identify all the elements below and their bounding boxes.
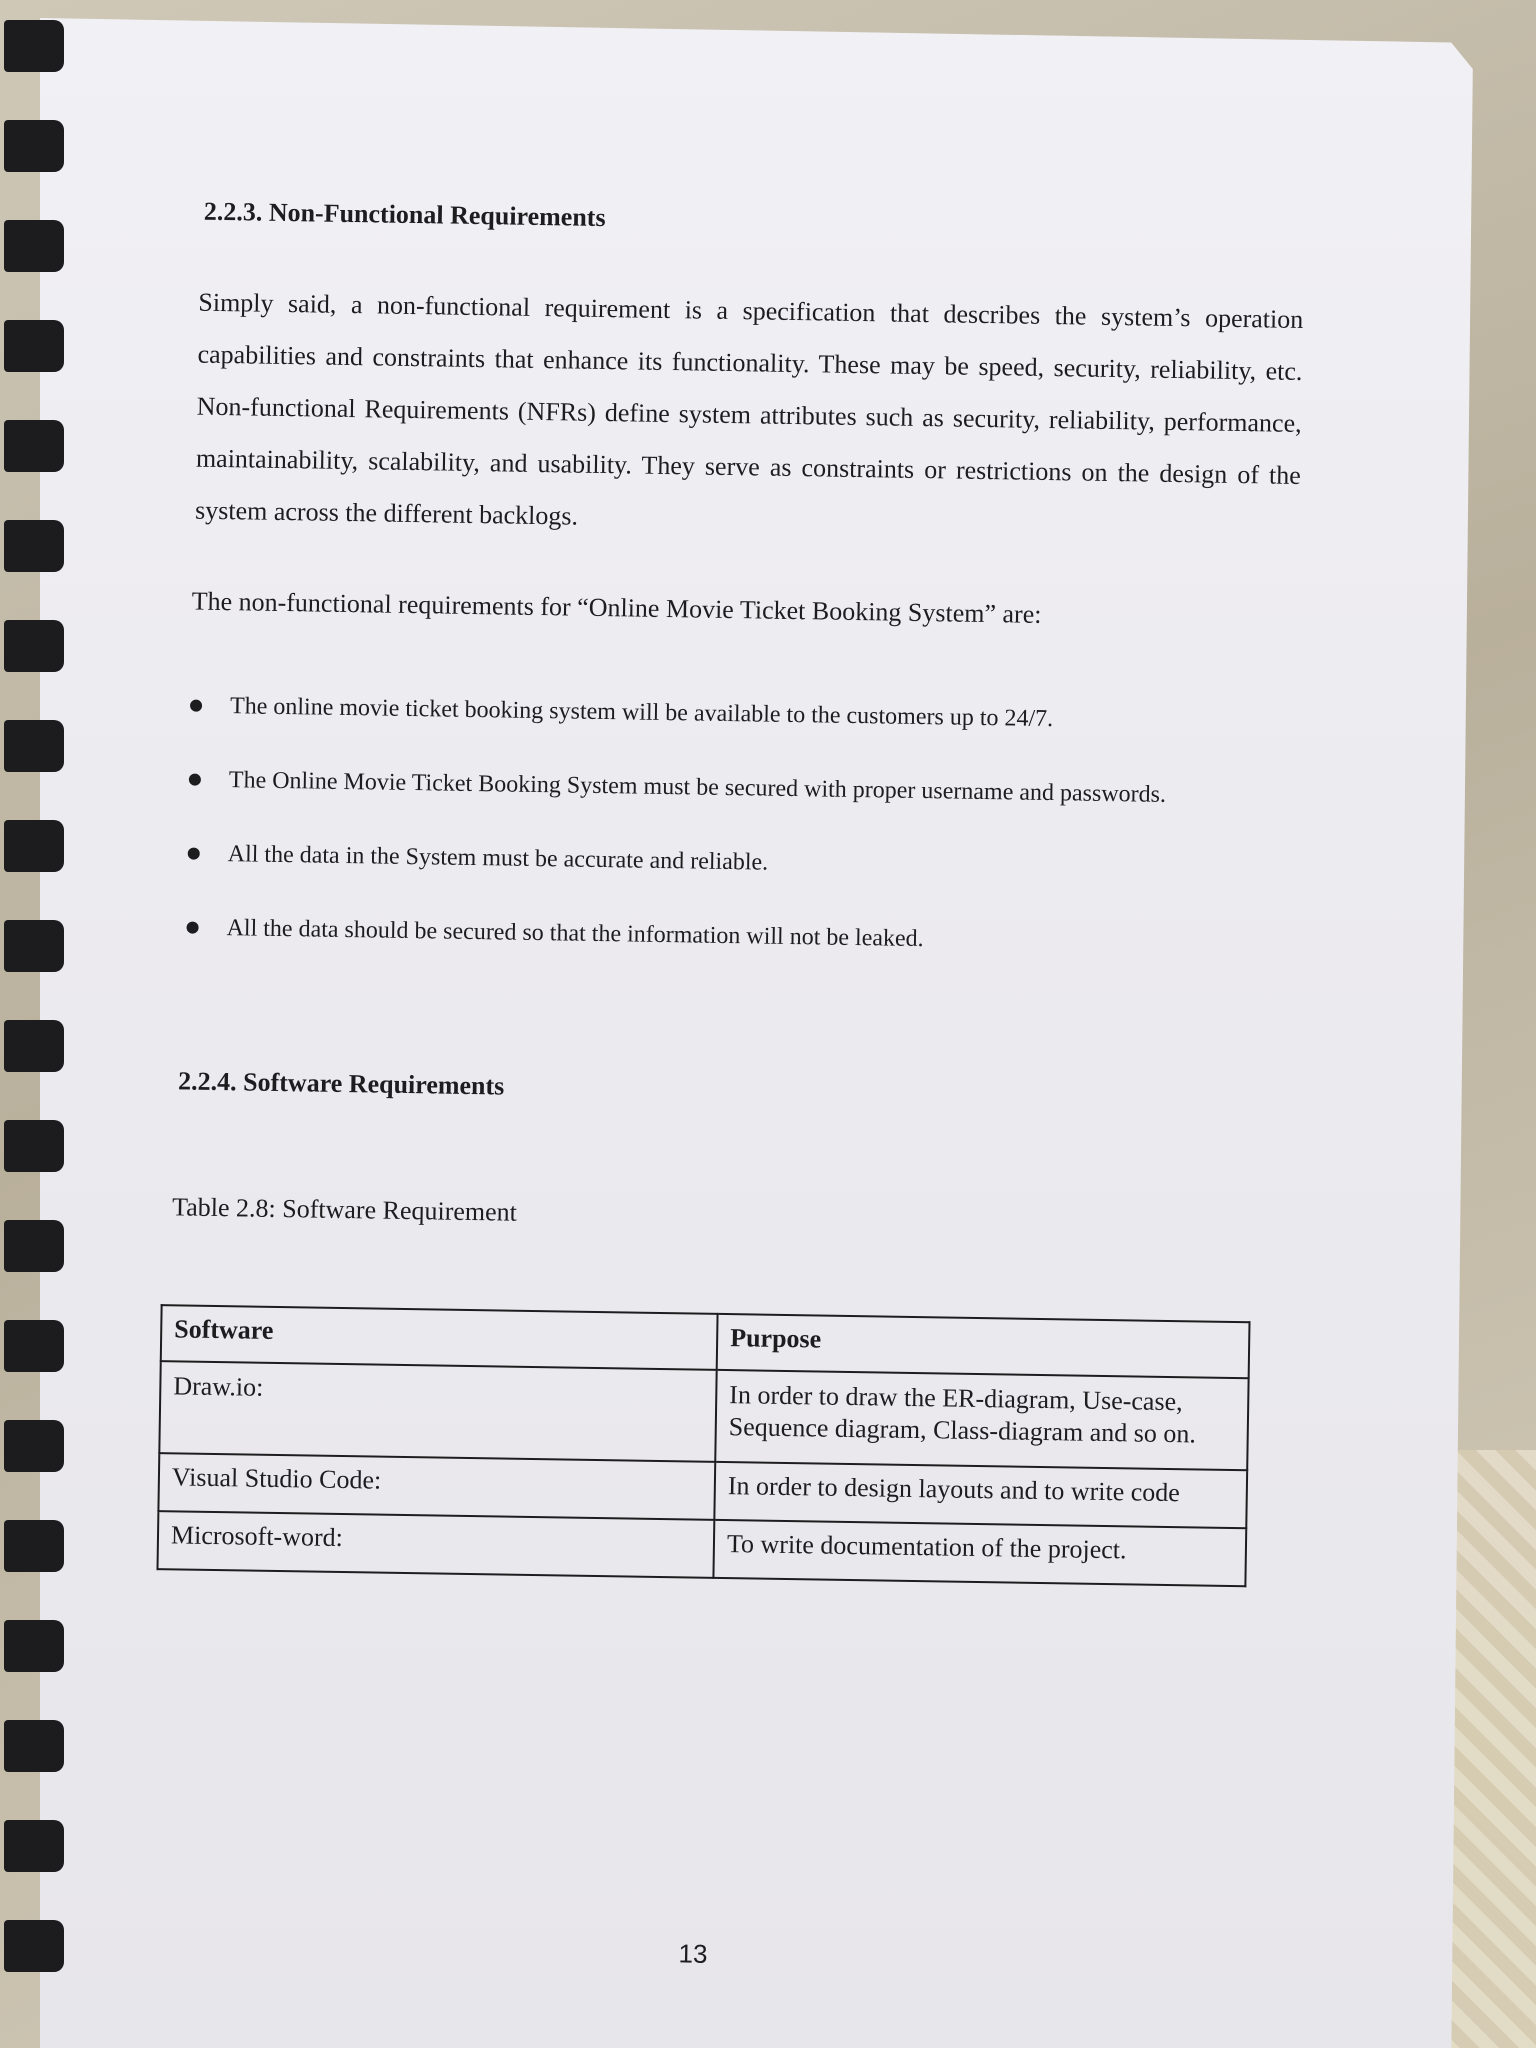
table-row [159,1361,1248,1470]
bullet-icon [188,848,200,860]
purpose-cell: In order to design layouts and to write code [714,1462,1247,1528]
requirements-intro: The non-functional requirements for “Online Movie Ticket Booking System” are: [191,586,1042,629]
list-item-text: All the data in the System must be accurate and reliable. [227,841,769,876]
list-item-text: All the data should be secured so that the information will not be leaked. [226,915,924,953]
software-requirements-table [156,1304,1250,1587]
table-caption: Table 2.8: Software Requirement [171,1192,518,1227]
column-header-purpose: Purpose [717,1314,1250,1378]
list-item-text: The Online Movie Ticket Booking System must be secured with proper username and passwords. [228,767,1167,808]
purpose-cell: To write documentation of the project. [713,1520,1246,1586]
software-cell: Microsoft-word: [157,1511,714,1578]
column-header-software: Software [161,1305,718,1370]
nonfunctional-paragraph: Simply said, a non-functional requirement is a specification that describes the system’s operation capabilities and constraints that enhance its functionality. These may be speed, security, reliability, etc. Non-functional Requirements (NFRs) define system attributes such as security, reliability, performance, maintainability, scalability, and usability. They serve as constraints or restrictions on the design of the system across the different backlogs. [194,287,1304,531]
requirements-list [178,690,1168,1001]
purpose-cell: In order to draw the ER-diagram, Use-case, Sequence diagram, Class-diagram and so on. [715,1370,1248,1470]
software-cell: Draw.io: [159,1361,716,1462]
bullet-icon [190,700,202,712]
page-number: 13 [678,1938,708,1969]
software-cell: Visual Studio Code: [158,1453,715,1520]
bullet-icon [186,922,198,934]
bullet-icon [189,774,201,786]
section-heading-nonfunctional: 2.2.3. Non-Functional Requirements [203,196,606,232]
section-heading-software: 2.2.4. Software Requirements [177,1066,505,1101]
list-item-text: The online movie ticket booking system will be available to the customers up to 24/7. [229,693,1054,733]
list-item [178,912,1164,1001]
